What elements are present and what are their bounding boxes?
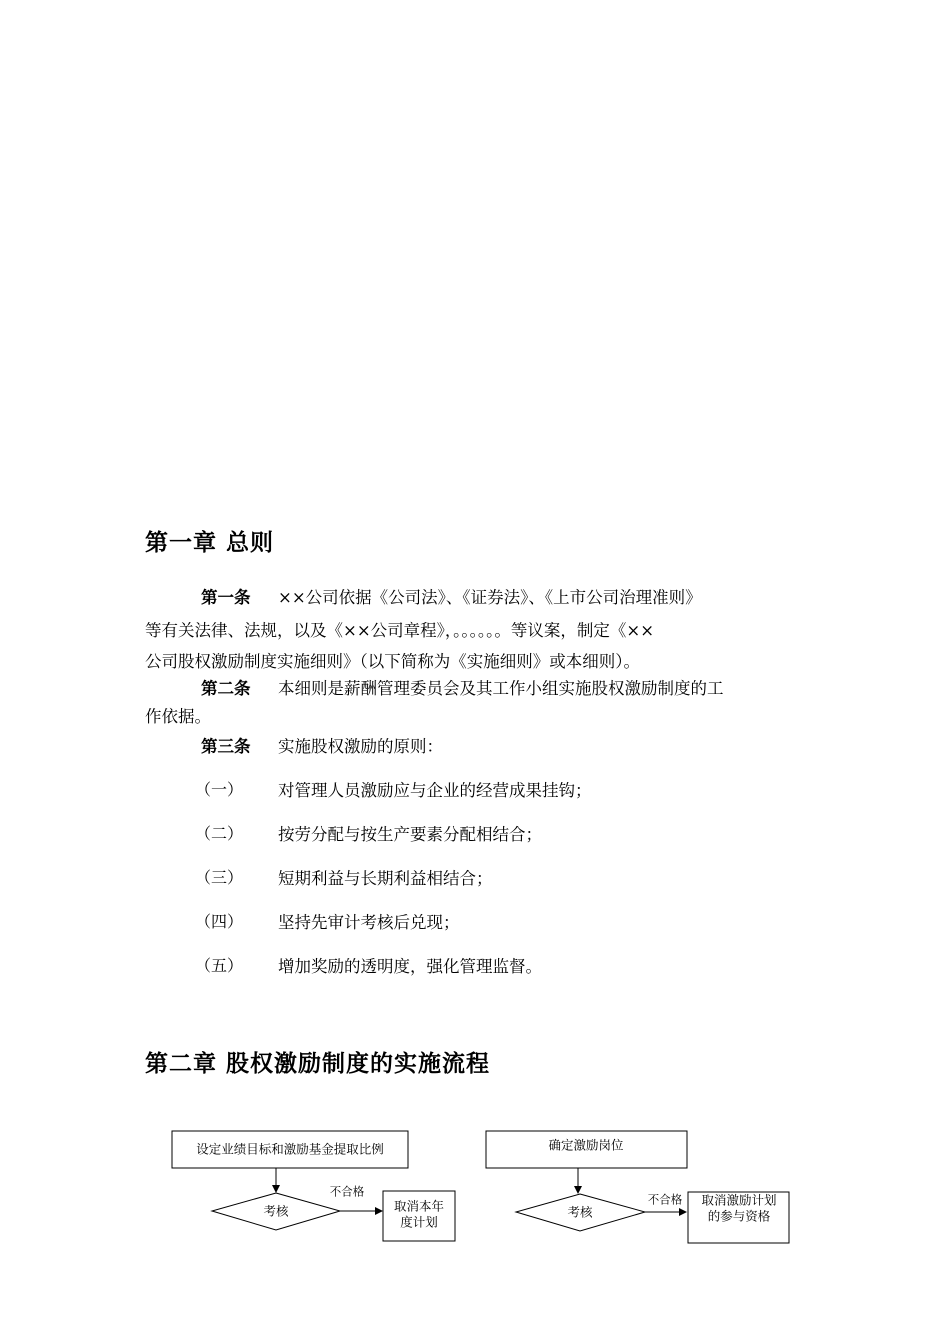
right-flow <box>486 1131 789 1243</box>
principle-5-text: 增加奖励的透明度，强化管理监督。 <box>278 957 542 976</box>
right-decision-text: 考核 <box>567 1204 593 1220</box>
principle-4-number: （四） <box>195 912 244 931</box>
left-decision-text: 考核 <box>263 1203 289 1219</box>
chapter-2-title: 第二章 股权激励制度的实施流程 <box>145 1051 491 1077</box>
principle-3-text: 短期利益与长期利益相结合； <box>278 869 493 888</box>
article-3-text: 实施股权激励的原则： <box>278 737 443 756</box>
right-fail-label: 不合格 <box>647 1192 683 1207</box>
article-2-line-1: 本细则是薪酬管理委员会及其工作小组实施股权激励制度的工 <box>278 679 724 698</box>
principle-4-text: 坚持先审计考核后兑现； <box>278 913 460 932</box>
left-flow <box>172 1131 455 1241</box>
principle-3-number: （三） <box>195 868 244 887</box>
left-outcome-line-2: 度计划 <box>400 1214 438 1230</box>
principle-5-number: （五） <box>195 956 244 975</box>
left-start-text: 设定业绩目标和激励基金提取比例 <box>196 1141 384 1157</box>
principle-2-number: （二） <box>195 824 244 843</box>
right-outcome-line-1: 取消激励计划 <box>701 1192 777 1208</box>
right-start-text: 确定激励岗位 <box>548 1137 624 1153</box>
left-outcome-line-1: 取消本年 <box>393 1198 445 1214</box>
article-1-line-2: 等有关法律、法规，以及《××公司章程》，。。。。。。等议案，制定《×× <box>145 621 655 640</box>
principle-1-number: （一） <box>195 780 244 799</box>
article-1-line-1: ××公司依据《公司法》、《证券法》、《上市公司治理准则》 <box>278 588 702 607</box>
article-2-line-2: 作依据。 <box>145 707 211 726</box>
left-fail-label: 不合格 <box>329 1184 365 1199</box>
article-1-label: 第一条 <box>201 588 251 607</box>
right-outcome-line-2: 的参与资格 <box>707 1208 771 1224</box>
chapter-1-title: 第一章 总则 <box>145 530 275 556</box>
principle-1-text: 对管理人员激励应与企业的经营成果挂钩； <box>278 781 592 800</box>
principle-2-text: 按劳分配与按生产要素分配相结合； <box>278 825 542 844</box>
article-3-label: 第三条 <box>201 737 251 756</box>
article-2-label: 第二条 <box>201 679 251 698</box>
article-1-line-3: 公司股权激励制度实施细则》（以下简称为《实施细则》或本细则）。 <box>145 652 640 671</box>
